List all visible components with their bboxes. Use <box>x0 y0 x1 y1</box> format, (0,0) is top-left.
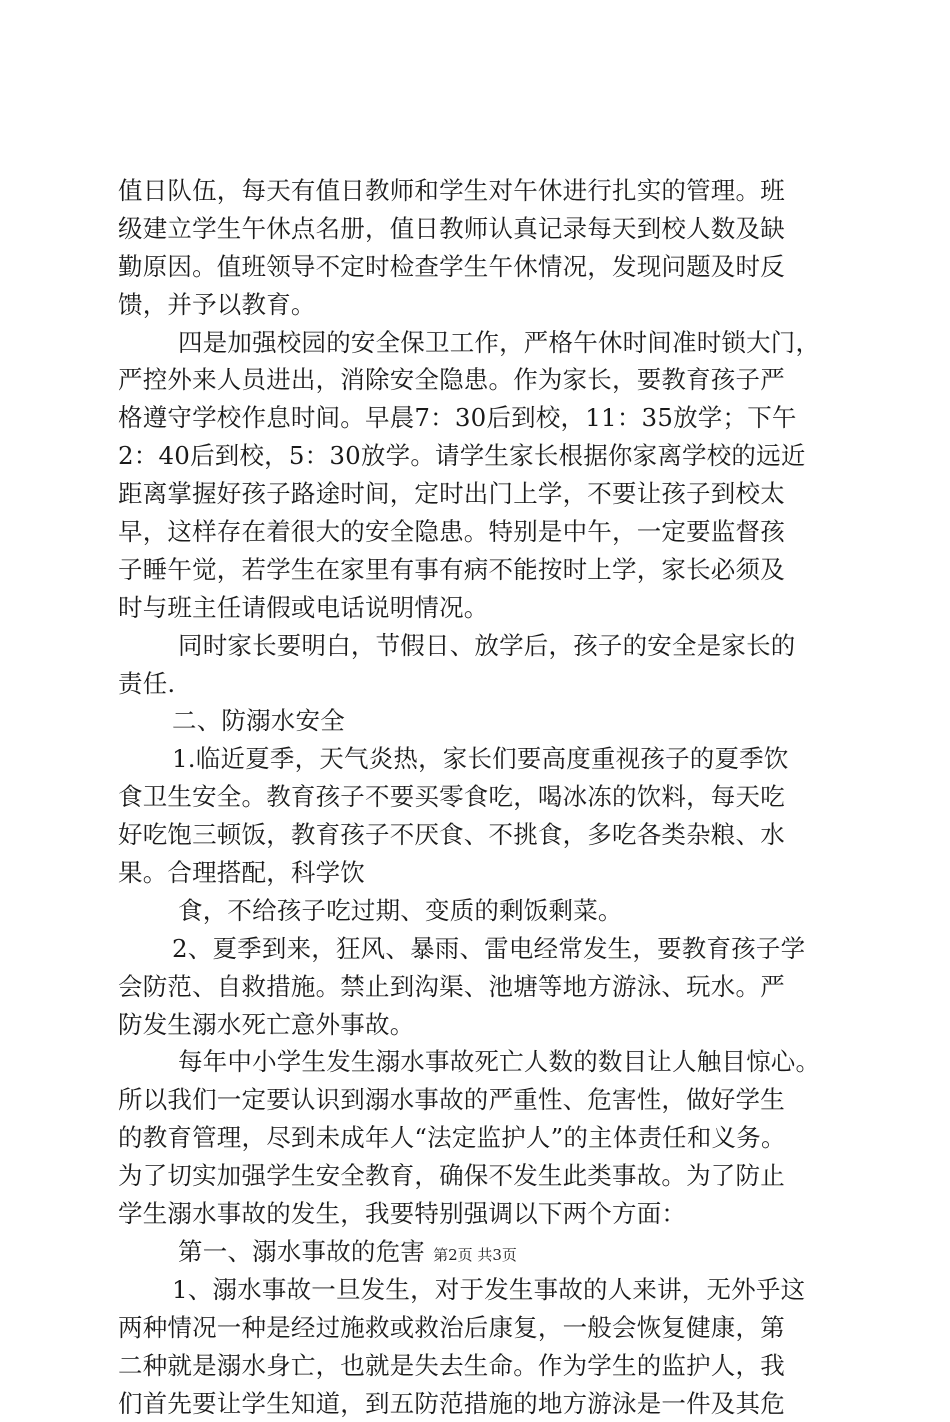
section-heading: 二、防溺水安全 <box>118 702 838 740</box>
text-line: 会防范、自救措施。禁止到沟渠、池塘等地方游泳、玩水。严 <box>118 968 838 1006</box>
paragraph-start-line: 2、夏季到来，狂风、暴雨、雷电经常发生，要教育孩子学 <box>118 930 838 968</box>
paragraph-start-line: 四是加强校园的安全保卫工作，严格午休时间准时锁大门， <box>118 324 838 362</box>
text-line: 二种就是溺水身亡，也就是失去生命。作为学生的监护人，我 <box>118 1347 838 1385</box>
text-line: 严控外来人员进出，消除安全隐患。作为家长，要教育孩子严 <box>118 361 838 399</box>
text-line: 馈，并予以教育。 <box>118 286 838 324</box>
text-line: 值日队伍，每天有值日教师和学生对午休进行扎实的管理。班 <box>118 172 838 210</box>
paragraph-start-line: 每年中小学生发生溺水事故死亡人数的数目让人触目惊心。 <box>118 1043 838 1081</box>
text-line: 防发生溺水死亡意外事故。 <box>118 1006 838 1044</box>
paragraph-start-line: 1.临近夏季，天气炎热，家长们要高度重视孩子的夏季饮 <box>118 740 838 778</box>
text-line: 果。合理搭配，科学饮 <box>118 854 838 892</box>
text-line: 2：40后到校，5：30放学。请学生家长根据你家离学校的远近 <box>118 437 838 475</box>
section-heading: 第一、溺水事故的危害 <box>118 1233 838 1271</box>
text-line: 距离掌握好孩子路途时间，定时出门上学，不要让孩子到校太 <box>118 475 838 513</box>
text-line: 格遵守学校作息时间。早晨7：30后到校，11：35放学；下午 <box>118 399 838 437</box>
text-line: 好吃饱三顿饭，教育孩子不厌食、不挑食，多吃各类杂粮、水 <box>118 816 838 854</box>
text-line: 的教育管理，尽到未成年人“法定监护人”的主体责任和义务。 <box>118 1119 838 1157</box>
text-line: 早，这样存在着很大的安全隐患。特别是中午，一定要监督孩 <box>118 513 838 551</box>
page-footer: 第2页 共3页 <box>0 1244 950 1265</box>
text-line: 级建立学生午休点名册，值日教师认真记录每天到校人数及缺 <box>118 210 838 248</box>
document-body <box>118 172 838 1422</box>
text-line: 学生溺水事故的发生，我要特别强调以下两个方面： <box>118 1195 838 1233</box>
text-line: 食卫生安全。教育孩子不要买零食吃，喝冰冻的饮料，每天吃 <box>118 778 838 816</box>
paragraph-start-line: 同时家长要明白，节假日、放学后，孩子的安全是家长的 <box>118 627 838 665</box>
text-line: 子睡午觉，若学生在家里有事有病不能按时上学，家长必须及 <box>118 551 838 589</box>
paragraph-start-line: 1、溺水事故一旦发生，对于发生事故的人来讲，无外乎这 <box>118 1271 838 1309</box>
text-line: 所以我们一定要认识到溺水事故的严重性、危害性，做好学生 <box>118 1081 838 1119</box>
text-line: 两种情况一种是经过施救或救治后康复，一般会恢复健康，第 <box>118 1309 838 1347</box>
text-line: 们首先要让学生知道，到五防范措施的地方游泳是一件及其危 <box>118 1385 838 1422</box>
paragraph-start-line: 食，不给孩子吃过期、变质的剩饭剩菜。 <box>118 892 838 930</box>
text-line: 责任. <box>118 665 838 703</box>
text-line: 勤原因。值班领导不定时检查学生午休情况，发现问题及时反 <box>118 248 838 286</box>
text-line: 为了切实加强学生安全教育，确保不发生此类事故。为了防止 <box>118 1157 838 1195</box>
text-line: 时与班主任请假或电话说明情况。 <box>118 589 838 627</box>
